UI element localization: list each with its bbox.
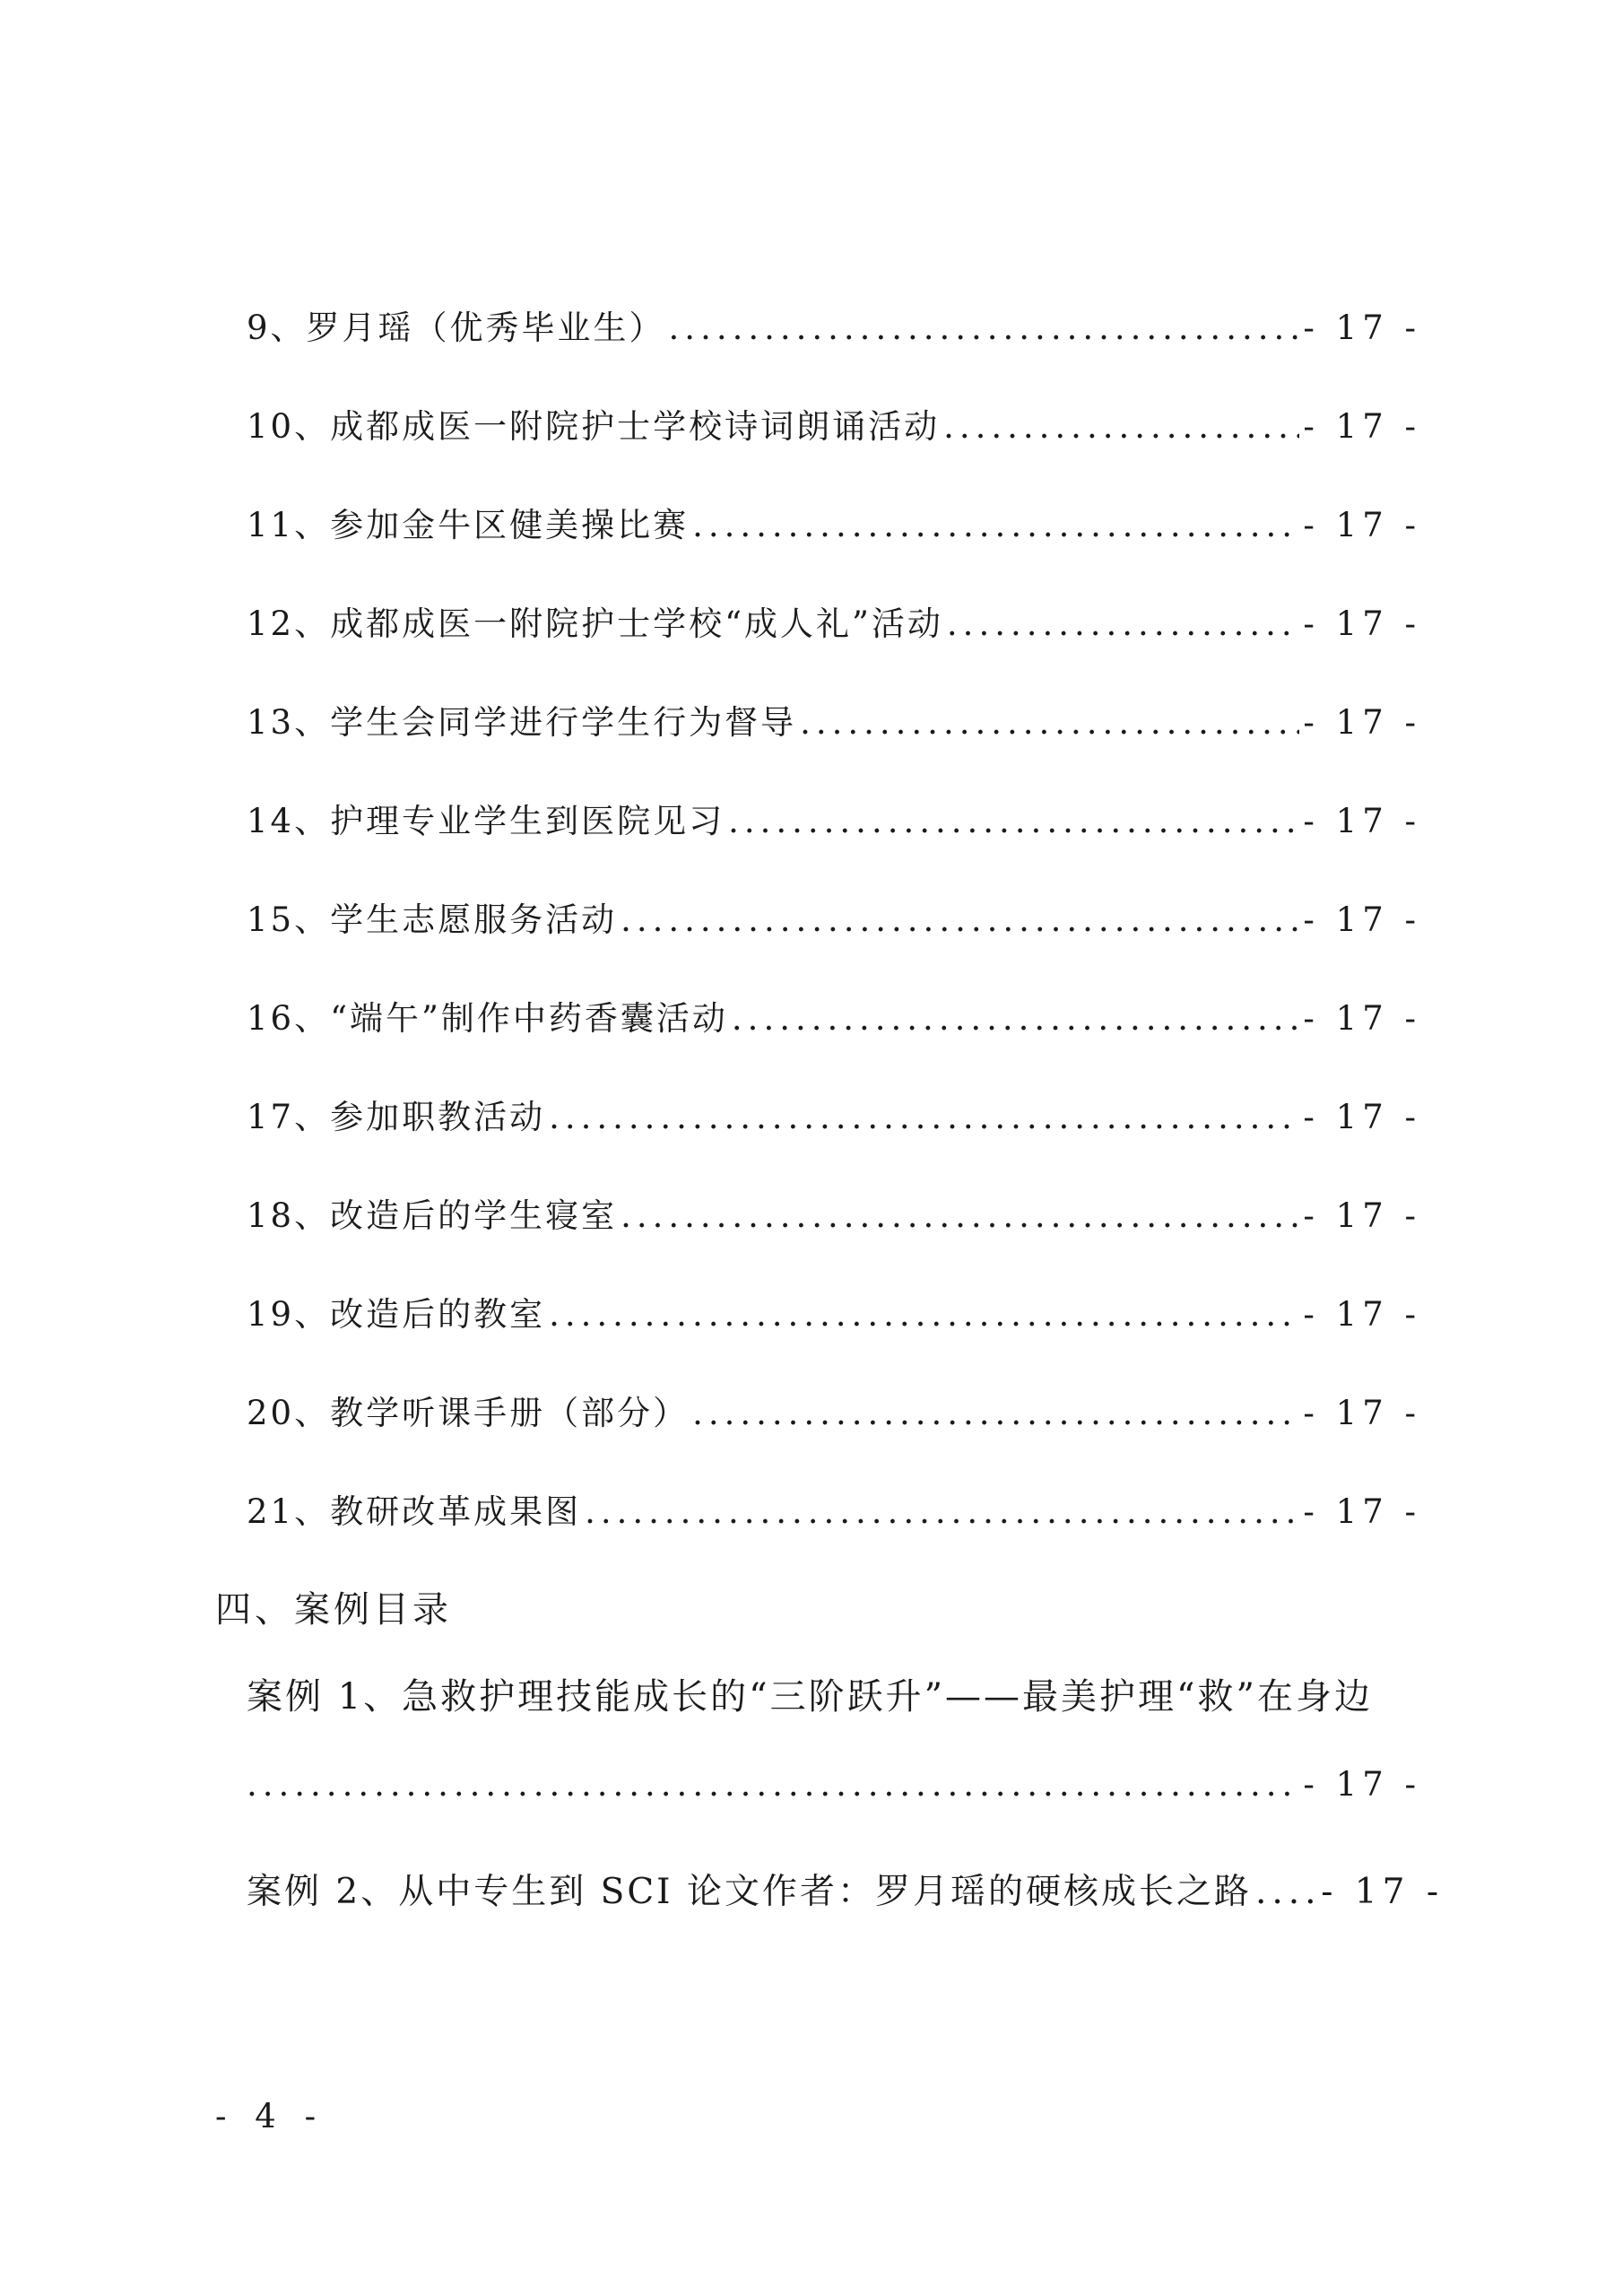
toc-entry-title: 15、学生志愿服务活动	[247, 900, 618, 939]
toc-leader-dots	[692, 1394, 1299, 1432]
toc-entry-11[interactable]	[247, 498, 1421, 552]
toc-entry-page: - 17 -	[1303, 1196, 1421, 1235]
toc-entry-9[interactable]	[247, 300, 1421, 354]
toc-leader-dots	[947, 604, 1299, 643]
toc-leader-dots	[732, 999, 1299, 1038]
toc-entry-18[interactable]	[247, 1188, 1421, 1242]
toc-entry-15[interactable]	[247, 892, 1421, 946]
toc-entry-title: 10、成都成医一附院护士学校诗词朗诵活动	[247, 407, 941, 446]
toc-entry-title: 21、教研改革成果图	[247, 1492, 582, 1531]
case-1-leader-line[interactable]	[247, 1765, 1421, 1819]
case-1-title[interactable]: 案例 1、急救护理技能成长的“三阶跃升”——最美护理“救”在身边	[247, 1676, 1373, 1718]
case-1-page: - 17 -	[1303, 1765, 1421, 1804]
toc-entry-page: - 17 -	[1303, 309, 1421, 347]
toc-entry-page: - 17 -	[1303, 1394, 1421, 1432]
toc-leader-dots	[247, 1765, 1299, 1804]
toc-leader-dots	[585, 1492, 1299, 1531]
toc-leader-dots	[669, 309, 1300, 347]
toc-entry-title: 12、成都成医一附院护士学校“成人礼”活动	[247, 604, 943, 643]
toc-entry-10[interactable]	[247, 399, 1421, 453]
toc-entry-title: 19、改造后的教室	[247, 1295, 546, 1334]
toc-leader-dots	[943, 407, 1299, 446]
case-2-page: - 17 -	[1321, 1872, 1444, 1912]
case-2-title: 案例 2、从中专生到 SCI 论文作者：罗月瑶的硬核成长之路	[247, 1872, 1252, 1912]
toc-entry-page: - 17 -	[1303, 407, 1421, 446]
section-heading-cases: 四、案例目录	[215, 1589, 452, 1631]
toc-entry-title: 14、护理专业学生到医院见习	[247, 802, 725, 840]
toc-entry-page: - 17 -	[1303, 506, 1421, 544]
toc-leader-dots	[621, 900, 1299, 939]
page-number: - 4 -	[215, 2097, 325, 2135]
toc-entry-14[interactable]	[247, 794, 1421, 848]
toc-entry-12[interactable]	[247, 596, 1421, 650]
toc-leader-dots	[549, 1295, 1299, 1334]
toc-entry-page: - 17 -	[1303, 802, 1421, 840]
toc-entry-page: - 17 -	[1303, 999, 1421, 1038]
toc-leader-dots	[728, 802, 1299, 840]
toc-entry-page: - 17 -	[1303, 1492, 1421, 1531]
toc-leader-dots	[692, 506, 1299, 544]
case-2-entry[interactable]	[247, 1864, 1444, 1918]
toc-entry-page: - 17 -	[1303, 1295, 1421, 1334]
toc-entry-title: 13、学生会同学进行学生行为督导	[247, 703, 797, 742]
toc-entry-20[interactable]	[247, 1386, 1421, 1439]
toc-entry-21[interactable]	[247, 1484, 1421, 1538]
toc-entry-page: - 17 -	[1303, 900, 1421, 939]
toc-entry-page: - 17 -	[1303, 1098, 1421, 1136]
toc-entry-16[interactable]	[247, 991, 1421, 1045]
toc-entry-title: 20、教学听课手册（部分）	[247, 1394, 690, 1432]
toc-entry-page: - 17 -	[1303, 604, 1421, 643]
toc-entry-title: 11、参加金牛区健美操比赛	[247, 506, 690, 544]
toc-leader-dots	[621, 1196, 1299, 1235]
toc-entry-page: - 17 -	[1303, 703, 1421, 742]
toc-entry-13[interactable]	[247, 695, 1421, 749]
toc-entry-title: 18、改造后的学生寝室	[247, 1196, 618, 1235]
toc-entry-title: 16、“端午”制作中药香囊活动	[247, 999, 728, 1038]
toc-leader-dots	[1255, 1872, 1317, 1912]
toc-entry-title: 9、罗月瑶（优秀毕业生）	[247, 309, 665, 347]
toc-entry-17[interactable]	[247, 1090, 1421, 1144]
toc-entry-title: 17、参加职教活动	[247, 1098, 546, 1136]
toc-leader-dots	[549, 1098, 1299, 1136]
toc-entry-19[interactable]	[247, 1287, 1421, 1341]
toc-leader-dots	[800, 703, 1299, 742]
